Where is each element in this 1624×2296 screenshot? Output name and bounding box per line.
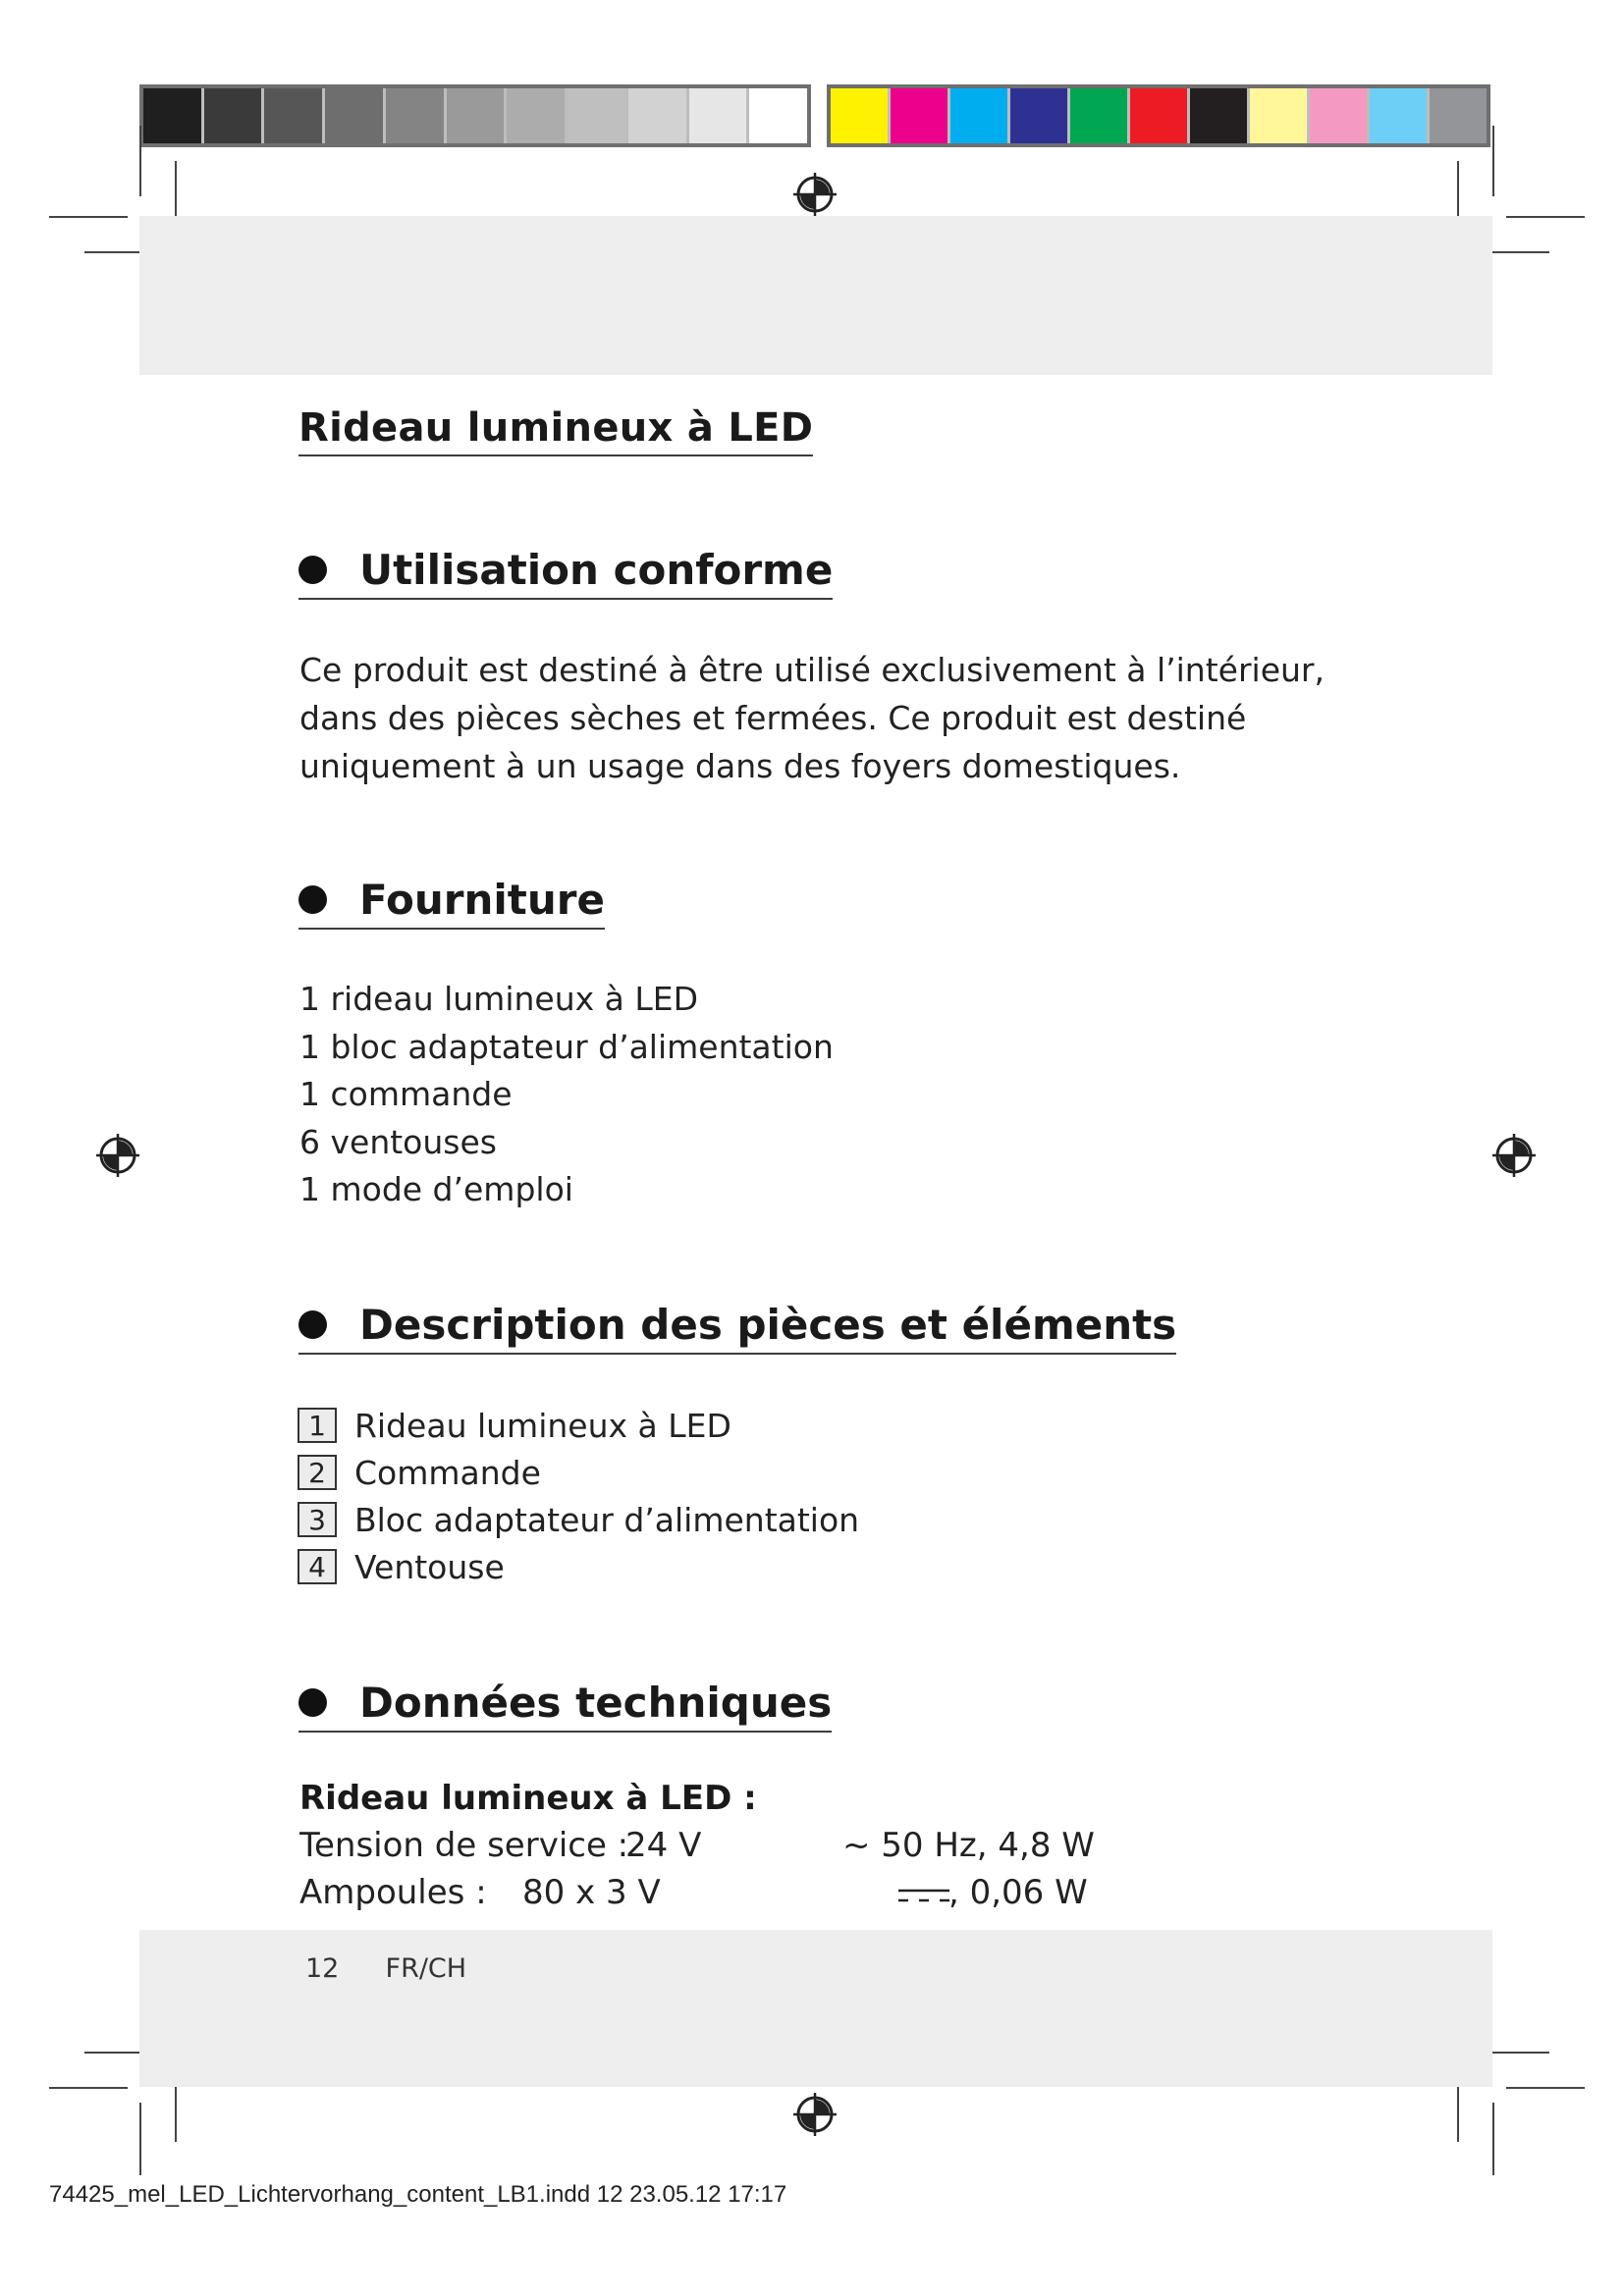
color-swatch xyxy=(204,88,265,143)
direct-current-icon xyxy=(896,1887,955,1906)
color-swatch xyxy=(447,88,508,143)
section-heading-description xyxy=(298,1301,1176,1355)
section-title: Utilisation conforme xyxy=(359,546,834,594)
color-swatch xyxy=(1070,88,1130,143)
spec-label: Tension de service : xyxy=(299,1826,629,1865)
color-swatch xyxy=(568,88,628,143)
spec-value: 24 V xyxy=(625,1826,702,1865)
color-swatch xyxy=(1190,88,1250,143)
part-number: 3 xyxy=(298,1502,337,1537)
page-title: Rideau lumineux à LED xyxy=(298,405,813,456)
section-heading-utilisation xyxy=(298,546,833,600)
spec-value: 80 x 3 V xyxy=(522,1873,661,1912)
list-item: 1 commande xyxy=(299,1075,513,1113)
list-item: 1 mode d’emploi xyxy=(299,1170,573,1208)
print-slug: 74425_mel_LED_Lichtervorhang_content_LB1.indd 12 23.05.12 17:17 xyxy=(49,2181,787,2208)
color-swatch xyxy=(507,88,568,143)
crop-mark xyxy=(139,2103,141,2175)
section-title: Données techniques xyxy=(359,1679,833,1727)
color-swatch xyxy=(264,88,325,143)
registration-mark-icon xyxy=(793,173,837,216)
color-swatch xyxy=(950,88,1010,143)
list-item xyxy=(298,1402,859,1449)
crop-mark xyxy=(49,216,128,218)
crop-mark xyxy=(1492,126,1494,196)
bullet-icon xyxy=(298,1310,327,1339)
color-swatch xyxy=(1370,88,1430,143)
color-swatch xyxy=(1430,88,1487,143)
color-swatch xyxy=(689,88,750,143)
color-swatch xyxy=(749,88,807,143)
list-item: 1 bloc adaptateur d’alimentation xyxy=(299,1027,834,1066)
color-swatch xyxy=(325,88,386,143)
part-number: 2 xyxy=(298,1455,337,1490)
section-heading-fourniture xyxy=(298,876,605,930)
part-number: 4 xyxy=(298,1549,337,1584)
bullet-icon xyxy=(298,885,327,914)
registration-mark-icon xyxy=(96,1134,139,1177)
color-bar xyxy=(827,84,1490,147)
crop-mark xyxy=(139,126,141,196)
crop-mark xyxy=(49,2087,128,2089)
list-item xyxy=(298,1496,859,1543)
color-swatch xyxy=(386,88,447,143)
list-item xyxy=(298,1449,859,1496)
part-number: 1 xyxy=(298,1408,337,1443)
registration-mark-icon xyxy=(1492,1134,1536,1177)
page-number: 12 xyxy=(305,1953,340,1984)
registration-mark-icon xyxy=(793,2093,837,2136)
color-swatch xyxy=(891,88,950,143)
section-title: Description des pièces et éléments xyxy=(359,1301,1177,1349)
list-item: 1 rideau lumineux à LED xyxy=(299,980,699,1018)
utilisation-text: Ce produit est destiné à être utilisé exclusivement à l’intérieur, dans des pièces sèches et fermées. Ce produit est destiné uniquement à un usage dans des foyers domestiques. xyxy=(299,651,1325,785)
list-item: 6 ventouses xyxy=(299,1122,497,1161)
crop-mark xyxy=(1492,2103,1494,2175)
color-swatch xyxy=(1130,88,1190,143)
color-swatch xyxy=(831,88,891,143)
bullet-icon xyxy=(298,1688,327,1717)
spec-label: Ampoules : xyxy=(299,1873,487,1912)
part-label: Ventouse xyxy=(354,1547,505,1586)
part-label: Bloc adaptateur d’alimentation xyxy=(354,1500,860,1539)
spec-detail: , 0,06 W xyxy=(948,1873,1088,1912)
spec-detail: ~ 50 Hz, 4,8 W xyxy=(842,1826,1095,1865)
color-swatch xyxy=(143,88,204,143)
color-swatch xyxy=(1310,88,1370,143)
section-title: Fourniture xyxy=(359,876,605,924)
page-footer xyxy=(305,1953,466,1984)
header-band xyxy=(139,216,1492,375)
part-label: Commande xyxy=(354,1453,541,1492)
crop-mark xyxy=(1483,251,1549,253)
language-code: FR/CH xyxy=(385,1953,467,1984)
crop-mark xyxy=(1506,216,1585,218)
list-item xyxy=(298,1543,859,1590)
crop-mark xyxy=(1483,2052,1549,2054)
section-heading-donnees xyxy=(298,1679,832,1733)
supply-list xyxy=(299,976,834,1214)
spec-subheading: Rideau lumineux à LED : xyxy=(299,1779,757,1818)
color-swatch xyxy=(1250,88,1310,143)
grayscale-bar xyxy=(139,84,811,147)
crop-mark xyxy=(1506,2087,1585,2089)
part-label: Rideau lumineux à LED xyxy=(354,1406,731,1445)
color-swatch xyxy=(628,88,689,143)
bullet-icon xyxy=(298,556,327,584)
parts-list xyxy=(298,1402,859,1590)
color-swatch xyxy=(1010,88,1070,143)
